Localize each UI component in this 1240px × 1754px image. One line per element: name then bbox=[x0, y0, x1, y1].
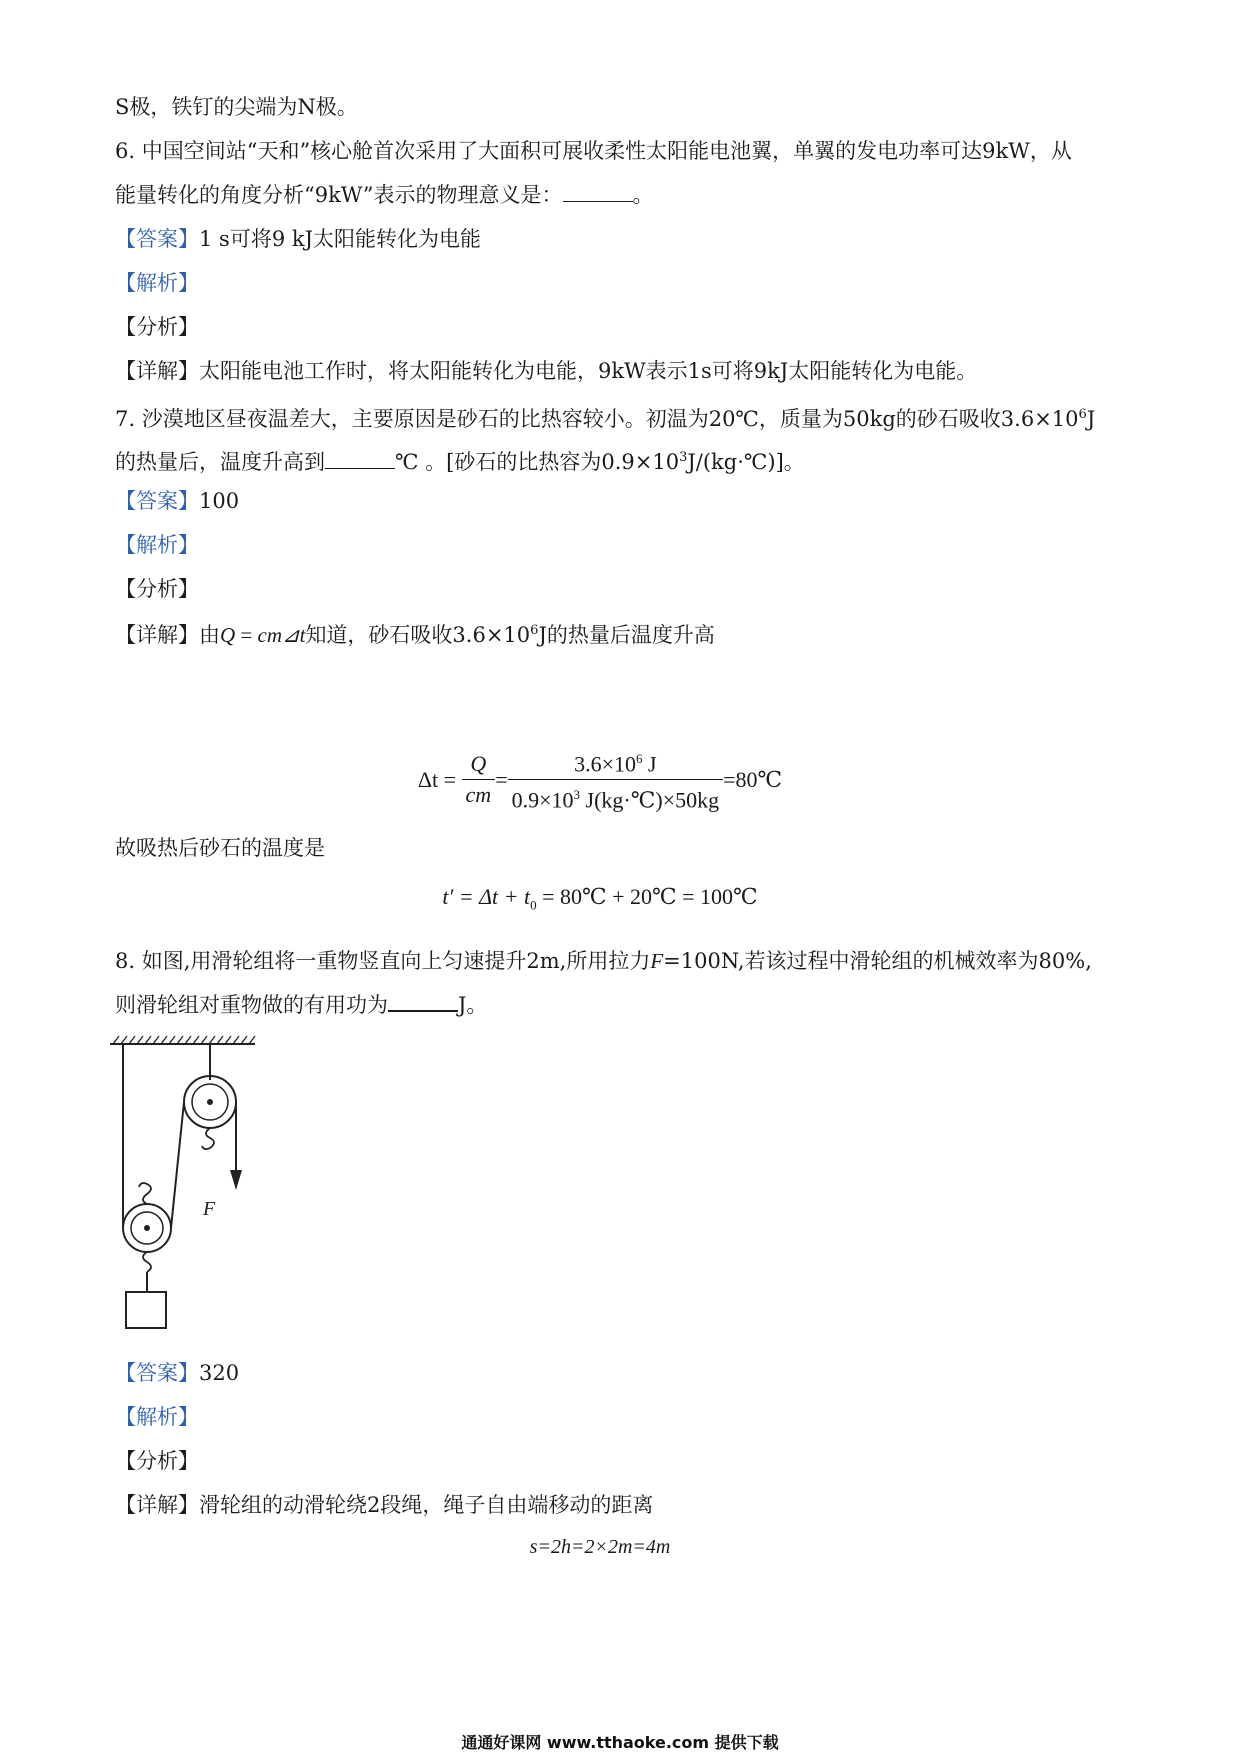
eq1-frac1-num: Q bbox=[462, 749, 496, 780]
q6-xiangjie bbox=[115, 356, 977, 386]
eq1-frac2-num bbox=[508, 744, 723, 780]
movable-pulley-axle bbox=[144, 1225, 150, 1231]
eq2-sub: 0 bbox=[530, 897, 537, 913]
force-arrow bbox=[230, 1170, 242, 1190]
q7-line1-end: J bbox=[1086, 407, 1096, 431]
answer-tag: 【答案】 bbox=[115, 227, 199, 251]
q8-line2 bbox=[115, 990, 487, 1020]
rope-middle bbox=[171, 1102, 184, 1228]
ceiling-hatch bbox=[113, 1036, 255, 1044]
formula-rhs: cm⊿t bbox=[257, 623, 306, 647]
pulley-figure bbox=[105, 1030, 265, 1330]
q8-line1 bbox=[115, 946, 1092, 976]
q7-answer-text: 100 bbox=[199, 489, 240, 513]
xiangjie-tag: 【详解】 bbox=[115, 1493, 199, 1517]
eq1-frac2-den bbox=[508, 780, 723, 815]
eq1-num-sup: 6 bbox=[636, 751, 643, 766]
formula-eq: = bbox=[235, 623, 258, 647]
q6-answer-text: 1 s可将9 kJ太阳能转化为电能 bbox=[199, 227, 481, 251]
eq2-pre: t′ = Δt + t bbox=[442, 884, 531, 909]
q7-line2 bbox=[115, 443, 805, 477]
q8-fenxi-tag: 【分析】 bbox=[115, 1449, 199, 1473]
q7-xiangjie-mid: 知道，砂石吸收3.6×10 bbox=[305, 623, 531, 647]
movable-pulley-top-hook bbox=[139, 1183, 151, 1204]
eq1-num-unit: J bbox=[642, 751, 657, 777]
eq1-equals: = bbox=[495, 766, 508, 792]
fixed-pulley-hook bbox=[202, 1128, 214, 1149]
q8-answer bbox=[115, 1358, 239, 1388]
equation-distance: s=2h=2×2m=4m bbox=[529, 1536, 671, 1558]
q7-xiangjie-end: J的热量后温度升高 bbox=[538, 623, 715, 647]
q6-answer bbox=[115, 224, 481, 254]
q8-line1-end: =100N,若该过程中滑轮组的机械效率为80%, bbox=[663, 949, 1092, 973]
q7-xiangjie-sup: 6 bbox=[530, 623, 539, 638]
q8-jiexi-tag: 【解析】 bbox=[115, 1405, 199, 1429]
eq1-lhs: Δt = bbox=[417, 766, 457, 792]
answer-tag: 【答案】 bbox=[115, 1361, 199, 1385]
fixed-pulley-axle bbox=[207, 1099, 213, 1105]
eq1-num-text: 3.6×10 bbox=[574, 751, 637, 777]
xiangjie-tag: 【详解】 bbox=[115, 623, 199, 647]
q7-line-after: 故吸热后砂石的温度是 bbox=[115, 836, 325, 860]
q8-line2-end: J。 bbox=[458, 993, 488, 1017]
q7-line2-end: J/(kg·℃)]。 bbox=[687, 450, 805, 474]
q7-line2-mid: ℃ 。[砂石的比热容为0.9×10 bbox=[395, 450, 680, 474]
q7-line2-sup: 3 bbox=[679, 450, 688, 465]
page-footer: 通通好课网 www.tthaoke.com 提供下载 bbox=[461, 1733, 779, 1752]
q6-line1: 6. 中国空间站“天和”核心舱首次采用了大面积可展收柔性太阳能电池翼，单翼的发电功率可达9kW，从 bbox=[115, 139, 1072, 163]
equation-final-temp bbox=[0, 884, 1220, 913]
q6-xiangjie-text: 太阳能电池工作时，将太阳能转化为电能，9kW表示1s可将9kJ太阳能转化为电能。 bbox=[199, 359, 978, 383]
xiangjie-tag: 【详解】 bbox=[115, 359, 199, 383]
q8-blank bbox=[388, 990, 458, 1012]
q7-answer bbox=[115, 486, 239, 516]
q6-line2-text: 能量转化的角度分析“9kW”表示的物理意义是： bbox=[115, 183, 563, 207]
equation-delta-t bbox=[0, 744, 1220, 816]
q6-line2-end: 。 bbox=[632, 183, 654, 207]
q7-line2-text: 的热量后，温度升高到 bbox=[115, 450, 325, 474]
lead-line: S极，铁钉的尖端为N极。 bbox=[115, 95, 358, 119]
answer-tag: 【答案】 bbox=[115, 489, 199, 513]
eq1-frac1-den: cm bbox=[465, 782, 492, 808]
q7-jiexi-tag: 【解析】 bbox=[115, 533, 199, 557]
q6-line2 bbox=[115, 180, 654, 210]
q6-jiexi-tag: 【解析】 bbox=[115, 271, 199, 295]
eq1-result: =80℃ bbox=[723, 766, 783, 792]
q8-xiangjie-text: 滑轮组的动滑轮绕2段绳，绳子自由端移动的距离 bbox=[199, 1493, 654, 1517]
q7-line1-text: 7. 沙漠地区昼夜温差大，主要原因是砂石的比热容较小。初温为20℃，质量为50kg的砂石吸收3.6×10 bbox=[115, 407, 1079, 431]
q7-fenxi-tag: 【分析】 bbox=[115, 577, 199, 601]
eq1-den-sup: 3 bbox=[573, 787, 581, 803]
q7-xiangjie-pre: 由 bbox=[199, 623, 220, 647]
q8-xiangjie bbox=[115, 1490, 653, 1520]
eq1-fraction-q-cm bbox=[462, 749, 496, 810]
q8-line1-text: 8. 如图,用滑轮组将一重物竖直向上匀速提升2m,所用拉力 bbox=[115, 949, 651, 973]
q8-line2-text: 则滑轮组对重物做的有用功为 bbox=[115, 993, 388, 1017]
eq2-post: = 80℃ + 20℃ = 100℃ bbox=[536, 884, 758, 909]
q6-fenxi-tag: 【分析】 bbox=[115, 315, 199, 339]
formula-q: Q bbox=[220, 623, 236, 647]
eq1-den-text: 0.9×10 bbox=[511, 787, 574, 813]
q7-blank bbox=[325, 448, 395, 469]
eq1-fraction-values bbox=[508, 744, 723, 816]
movable-pulley-bottom-hook bbox=[143, 1252, 151, 1272]
q7-xiangjie bbox=[115, 616, 715, 650]
q8-answer-text: 320 bbox=[199, 1361, 240, 1385]
eq1-den-unit: J(kg·℃)×50kg bbox=[580, 787, 720, 813]
weight-block bbox=[126, 1292, 166, 1328]
q7-line1-sup: 6 bbox=[1078, 407, 1087, 422]
q7-line1 bbox=[115, 400, 1095, 434]
q6-blank bbox=[563, 181, 633, 202]
q8-force-symbol: F bbox=[650, 949, 664, 973]
force-label: F bbox=[203, 1198, 216, 1220]
